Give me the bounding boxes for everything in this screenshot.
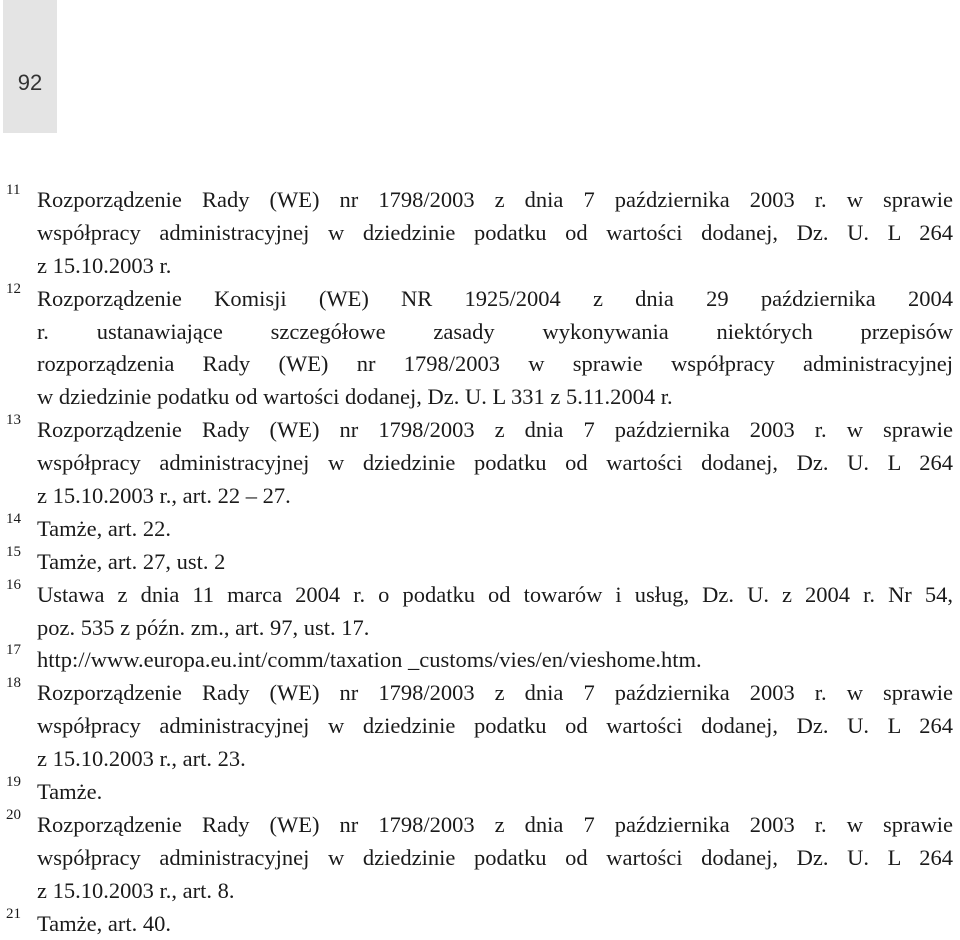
- footnote-text-line: współpracy administracyjnej w dziedzinie podatku od wartości dodanej, Dz. U. L 264: [37, 450, 953, 476]
- footnote: [0, 677, 960, 776]
- footnote-text-line: Rozporządzenie Rady (WE) nr 1798/2003 z dnia 7 października 2003 r. w sprawie: [37, 680, 953, 706]
- footnote-number: 16: [6, 576, 21, 593]
- footnote-text-line: Rozporządzenie Rady (WE) nr 1798/2003 z dnia 7 października 2003 r. w sprawie: [37, 811, 953, 837]
- footnote-text-line: Tamże, art. 22.: [37, 515, 171, 541]
- footnote-number: 14: [6, 510, 21, 527]
- footnote-text-line: w dziedzinie podatku od wartości dodanej, Dz. U. L 331 z 5.11.2004 r.: [37, 384, 673, 410]
- footnote: [0, 806, 960, 908]
- footnote-text-line: Tamże, art. 27, ust. 2: [37, 548, 226, 574]
- footnote: [0, 776, 960, 809]
- footnote-text-line: współpracy administracyjnej w dziedzinie podatku od wartości dodanej, Dz. U. L 264: [37, 219, 953, 245]
- page-number-tab: [3, 0, 57, 133]
- footnote-number: 11: [6, 182, 21, 198]
- footnote-text-line: z 15.10.2003 r., art. 23.: [37, 746, 246, 772]
- footnote-text-line: współpracy administracyjnej w dziedzinie podatku od wartości dodanej, Dz. U. L 264: [37, 844, 953, 870]
- footnote-text-line: rozporządzenia Rady (WE) nr 1798/2003 w sprawie współpracy administracyjnej: [37, 351, 953, 377]
- footnote-text-line: z 15.10.2003 r., art. 8.: [37, 877, 235, 903]
- footnotes-list: [0, 184, 960, 940]
- footnote-number: 19: [6, 774, 21, 791]
- footnote: [0, 576, 960, 645]
- footnote: [0, 184, 960, 283]
- footnote: [0, 644, 960, 677]
- footnote-text-line: Rozporządzenie Rady (WE) nr 1798/2003 z dnia 7 października 2003 r. w sprawie: [37, 417, 953, 443]
- footnote-number: 18: [6, 675, 21, 692]
- footnote: [0, 543, 960, 579]
- footnote: [0, 905, 960, 940]
- footnote-text-line: Rozporządzenie Rady (WE) nr 1798/2003 z dnia 7 października 2003 r. w sprawie: [37, 187, 953, 212]
- footnote-number: 17: [6, 642, 21, 659]
- footnote-text-line: poz. 535 z późn. zm., art. 97, ust. 17.: [37, 614, 370, 640]
- footnote-text-line: z 15.10.2003 r., art. 22 – 27.: [37, 483, 291, 509]
- footnote-number: 20: [6, 806, 21, 823]
- footnote-text-line: współpracy administracyjnej w dziedzinie podatku od wartości dodanej, Dz. U. L 264: [37, 713, 953, 739]
- footnote-number: 21: [6, 905, 21, 922]
- footnote-number: 15: [6, 543, 21, 560]
- footnote: [0, 280, 960, 415]
- footnote: [0, 414, 960, 513]
- footnote-text-line: z 15.10.2003 r.: [37, 252, 172, 278]
- footnote: [0, 510, 960, 546]
- footnote-text-line: Tamże.: [37, 779, 103, 805]
- footnote-number: 13: [6, 412, 21, 429]
- page-number: 92: [17, 70, 43, 95]
- footnote-text-line: Rozporządzenie Komisji (WE) NR 1925/2004 z dnia 29 października 2004: [37, 285, 953, 311]
- footnote-text-line: Tamże, art. 40.: [37, 910, 171, 936]
- footnote-text-line[interactable]: http://www.europa.eu.int/comm/taxation _customs/vies/en/vieshome.htm.: [37, 647, 702, 673]
- footnote-text-line: r. ustanawiające szczegółowe zasady wykonywania niektórych przepisów: [37, 318, 953, 344]
- footnote-text-line: Ustawa z dnia 11 marca 2004 r. o podatku od towarów i usług, Dz. U. z 2004 r. Nr 54,: [37, 581, 953, 607]
- footnote-number: 12: [6, 280, 21, 297]
